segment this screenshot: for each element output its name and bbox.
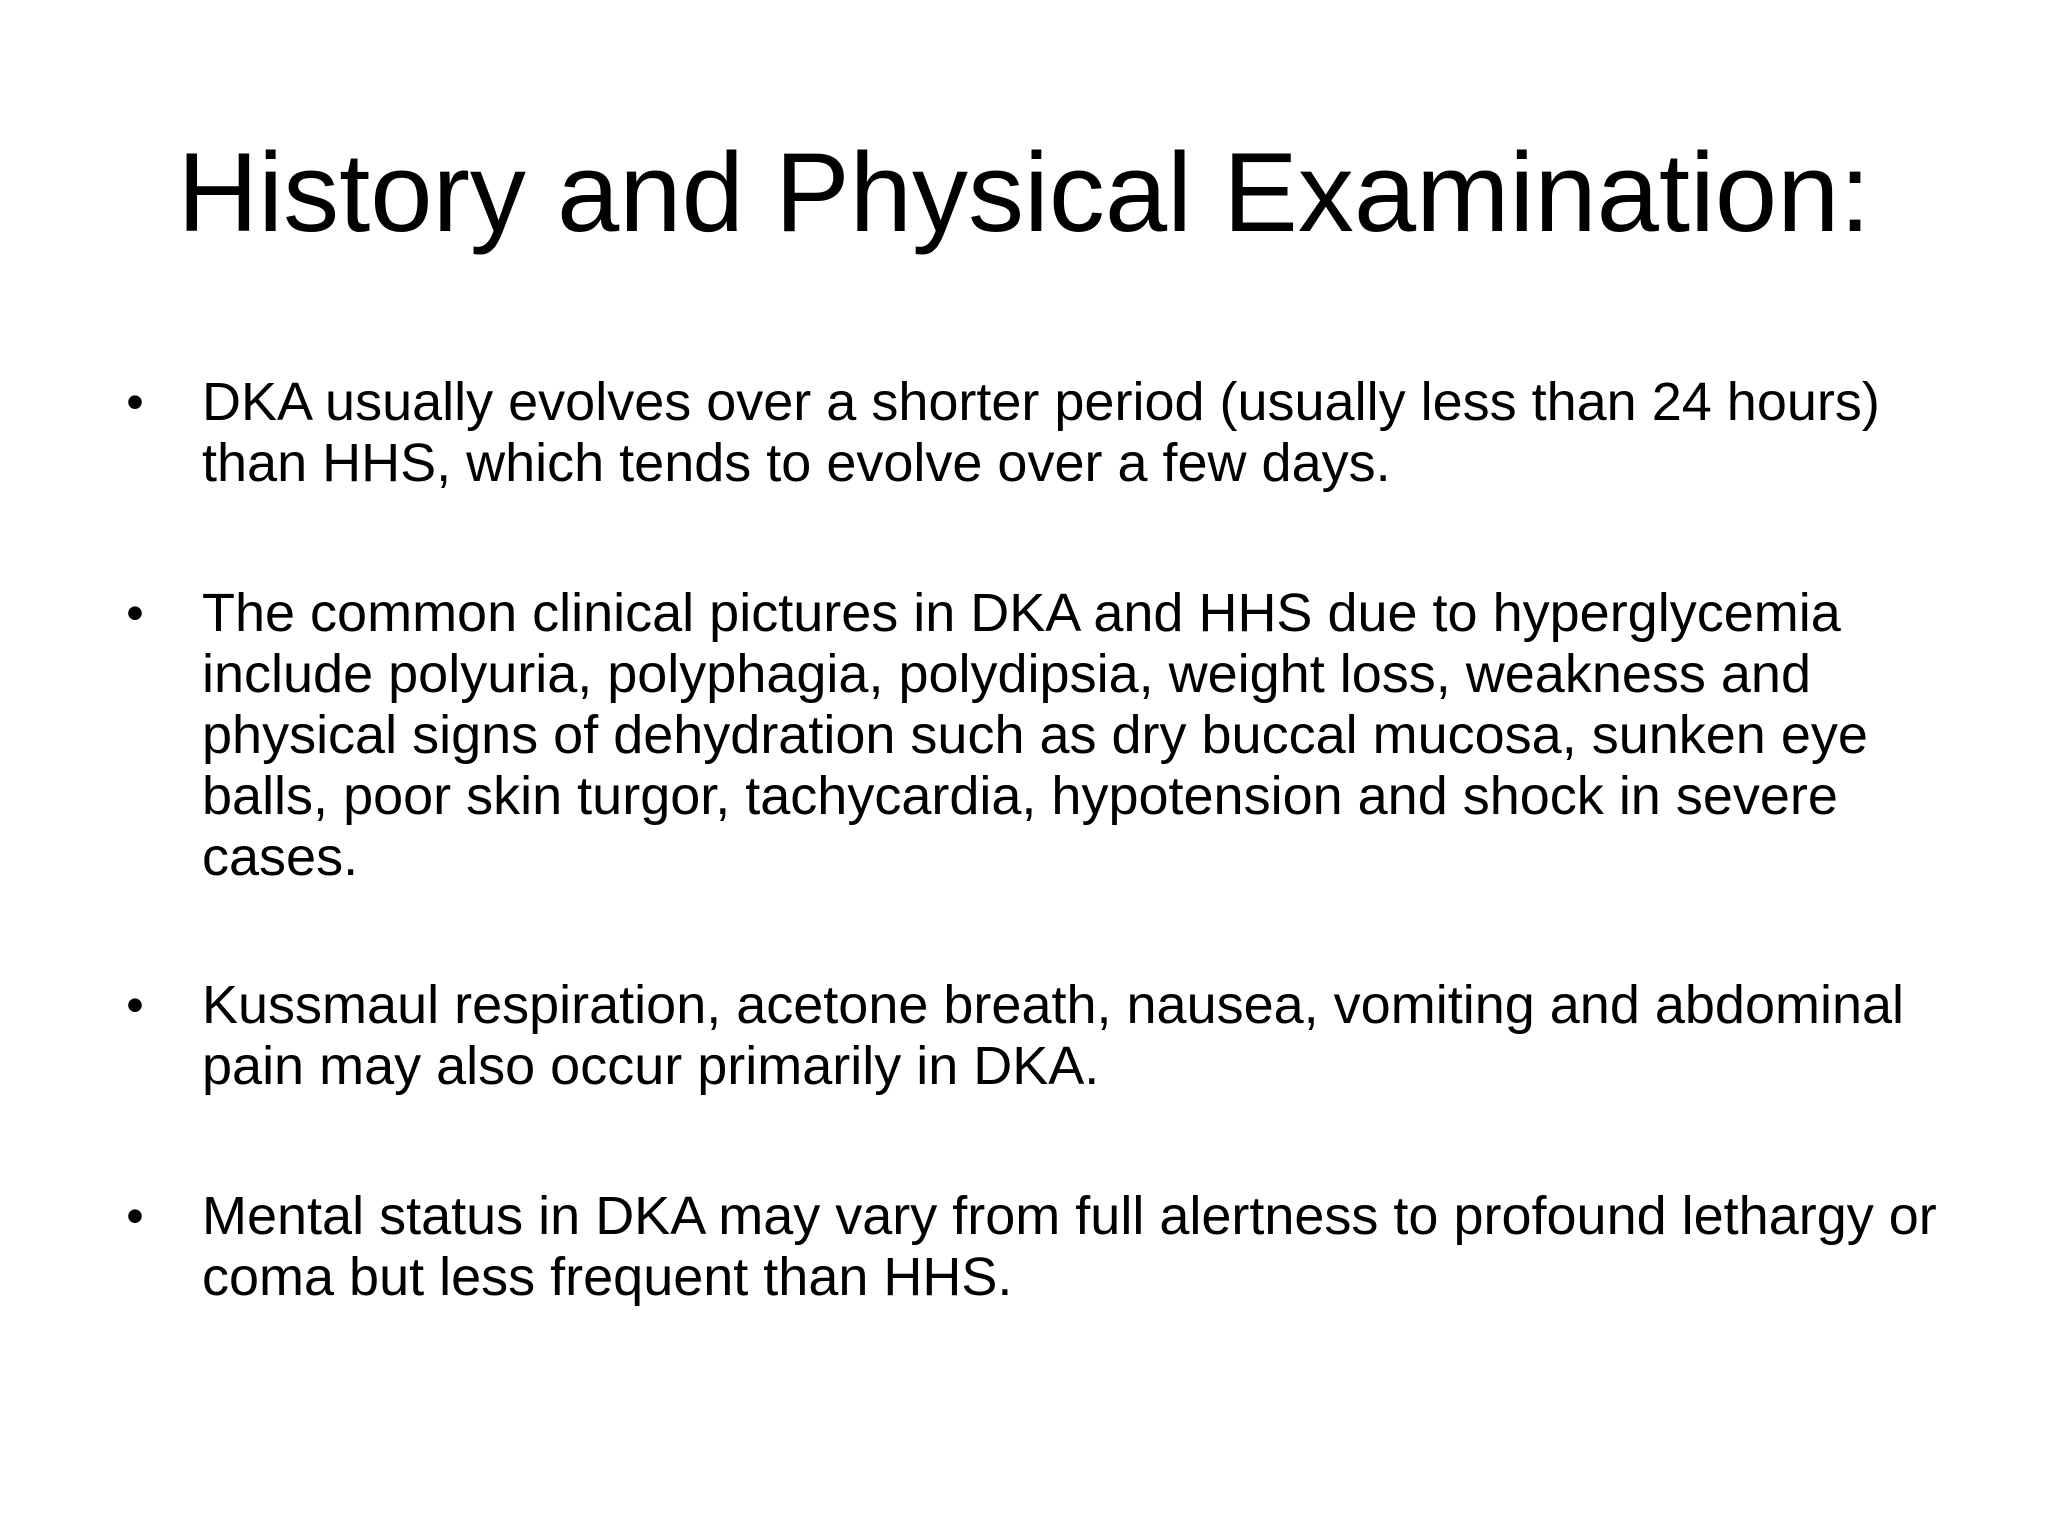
bullet-dot-icon: • [126, 585, 144, 641]
bullet-dot-icon: • [126, 1188, 144, 1244]
slide-title: History and Physical Examination: [177, 130, 1871, 255]
bullet-text: The common clinical pictures in DKA and HHS due to hyperglycemia include polyuria, polyphagia, polydipsia, weight loss, weakness and physical signs of dehydration such as dry buccal mucosa, sunken eye balls, poor skin turgor, tachycardia, hypotension and shock in severe cases. [202, 583, 1868, 887]
bullet-text: DKA usually evolves over a shorter period (usually less than 24 hours) than HHS, which tends to evolve over a few days. [202, 372, 1880, 493]
bullet-dot-icon: • [126, 977, 144, 1033]
bullet-text: Kussmaul respiration, acetone breath, nausea, vomiting and abdominal pain may also occur primarily in DKA. [202, 975, 1905, 1096]
bullet-dot-icon: • [126, 374, 144, 430]
bullet-text: Mental status in DKA may vary from full alertness to profound lethargy or coma but less frequent than HHS. [202, 1186, 1937, 1307]
